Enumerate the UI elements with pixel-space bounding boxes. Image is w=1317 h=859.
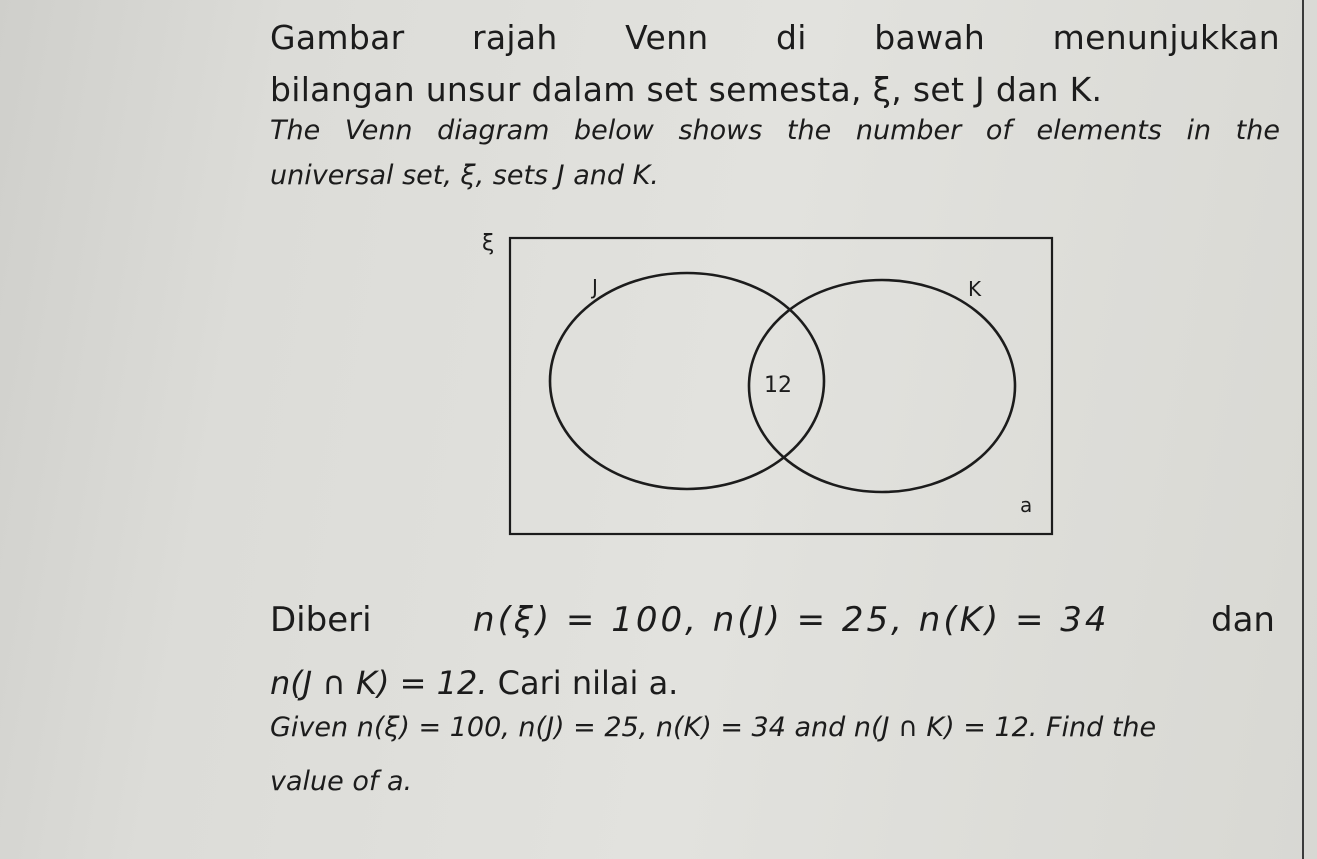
intersection-value: 12 [764,373,792,398]
given-intersection-expression: n(J ∩ K) = 12. [270,664,488,702]
intro-english-line-1: The Venn diagram below shows the number of elements in the [270,115,1280,146]
given-malay-line-1 [270,600,1275,640]
given-malay-line-2 [270,664,1280,702]
given-word: Diberi [270,600,372,640]
universal-set-label: ξ [482,231,495,256]
intro-english-line-2: universal set, ξ, sets J and K. [270,160,659,191]
given-find-text: Cari nilai a. [497,664,679,702]
given-expression: n(ξ) = 100, n(J) = 25, n(K) = 34 [473,600,1110,640]
given-and-word: dan [1211,600,1275,640]
intro-malay-line-2: bilangan unsur dalam set semesta, ξ, set J dan K. [270,70,1103,109]
page-border-line [1302,0,1304,859]
intro-malay-line-1: Gambar rajah Venn di bawah menunjukkan [270,18,1280,57]
set-k-label: K [968,277,982,301]
set-j-label: J [592,275,598,299]
venn-diagram [470,224,1070,544]
given-english-line-2: value of a. [270,766,413,797]
given-english-line-1: Given n(ξ) = 100, n(J) = 25, n(K) = 34 and n(J ∩ K) = 12. Find the [270,712,1157,743]
outside-region-value: a [1020,493,1033,517]
